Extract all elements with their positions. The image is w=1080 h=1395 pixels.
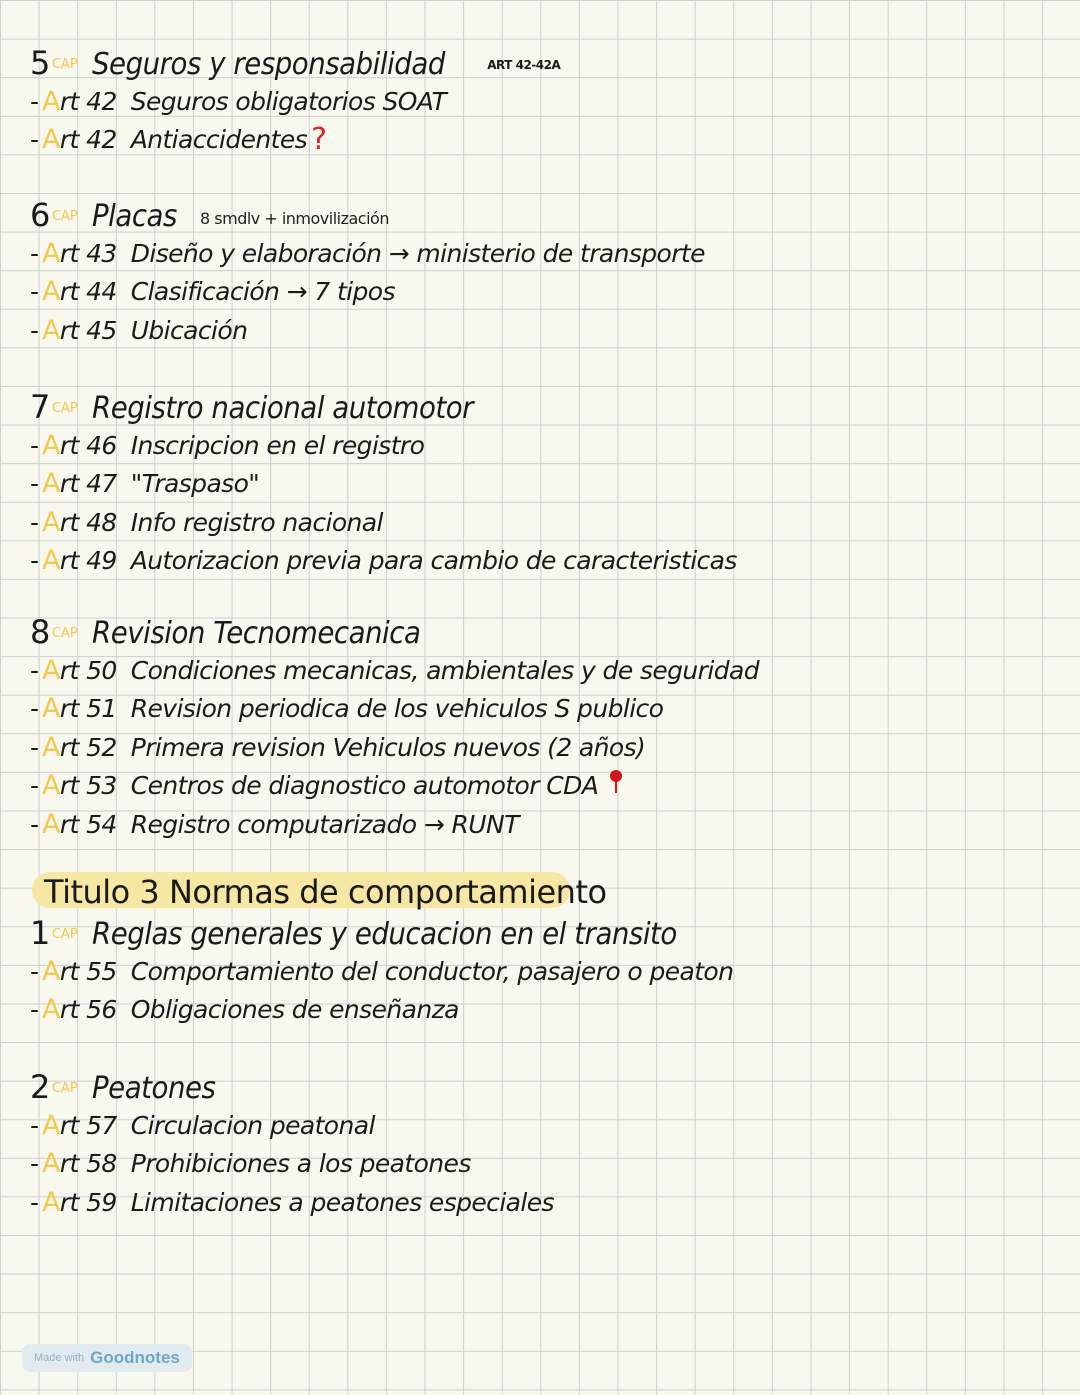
art-initial: A [42, 85, 60, 117]
chapter-number: 7 [30, 388, 50, 426]
art-initial: A [42, 276, 60, 308]
list-item: - Art 47 "Traspaso" [30, 468, 260, 500]
cap-label: CAP [51, 209, 78, 224]
chapter-5 [30, 38, 1050, 159]
article-text: Comportamiento del conductor, pasajero o peaton [130, 956, 734, 986]
art-initial: A [42, 654, 60, 686]
article-text: Diseño y elaboración → ministerio de transporte [130, 238, 705, 268]
chapter-heading [30, 382, 1050, 426]
list-item: - Art 59 Limitaciones a peatones especiales [30, 1186, 554, 1218]
chapter-7 [30, 382, 1050, 580]
article-text: Antiaccidentes [130, 125, 308, 155]
article-text: Condiciones mecanicas, ambientales y de seguridad [130, 655, 759, 685]
art-initial: A [42, 237, 60, 269]
article-text: Obligaciones de enseñanza [130, 995, 459, 1025]
article-number: Art 49 [42, 545, 117, 577]
chapter-heading [30, 908, 1050, 952]
article-number: Art 43 [42, 237, 117, 269]
list-item: - Art 46 Inscripcion en el registro [30, 429, 425, 461]
cap-label: CAP [51, 401, 78, 416]
chapter-heading [30, 607, 1050, 651]
cap-label: CAP [51, 1081, 78, 1096]
fine-note: 8 smdlv + inmovilización [200, 209, 389, 228]
article-text: Circulacion peatonal [130, 1110, 375, 1140]
art-initial: A [42, 314, 60, 346]
list-item: - Art 56 Obligaciones de enseñanza [30, 994, 459, 1026]
art-initial: A [42, 808, 60, 840]
art-initial: A [42, 1109, 60, 1141]
chapter-number: 5 [30, 44, 50, 82]
article-text: Ubicación [130, 315, 248, 345]
chapter-title: Placas [91, 199, 177, 234]
cap-label: CAP [51, 626, 78, 641]
art-initial: A [42, 994, 60, 1026]
article-number: Art 58 [42, 1148, 117, 1180]
article-number: Art 50 [42, 654, 117, 686]
article-list [30, 1106, 1050, 1222]
list-item: - Art 43 Diseño y elaboración → ministerio de transporte [30, 237, 705, 269]
art-initial: A [42, 770, 60, 802]
chapter-number: 2 [30, 1068, 50, 1106]
list-item: - Art 57 Circulacion peatonal [30, 1109, 375, 1141]
article-text: Inscripcion en el registro [130, 430, 425, 460]
art-initial: A [42, 1148, 60, 1180]
article-list [30, 426, 1050, 580]
article-number: Art 52 [42, 731, 117, 763]
article-number: Art 45 [42, 314, 117, 346]
list-item: - Art 55 Comportamiento del conductor, pasajero o peaton [30, 955, 734, 987]
chapter-title: Seguros y responsabilidad [91, 47, 445, 82]
list-item: - Art 48 Info registro nacional [30, 506, 383, 538]
list-item: - Art 50 Condiciones mecanicas, ambientales y de seguridad [30, 654, 759, 686]
art-initial: A [42, 955, 60, 987]
article-text: Primera revision Vehiculos nuevos (2 años) [130, 732, 646, 762]
goodnotes-badge[interactable] [22, 1344, 192, 1372]
article-number: Art 48 [42, 506, 117, 538]
list-item: - Art 51 Revision periodica de los vehiculos S publico [30, 693, 664, 725]
article-text: Seguros obligatorios SOAT [130, 86, 447, 116]
list-item: - Art 42 Antiaccidentes ? [30, 122, 327, 158]
chapter-number: 8 [30, 613, 50, 651]
art-initial: A [42, 731, 60, 763]
chapter-number: 6 [30, 196, 50, 234]
article-number: Art 55 [42, 955, 117, 987]
article-text: Limitaciones a peatones especiales [130, 1187, 554, 1217]
article-list [30, 234, 1050, 350]
article-list [30, 651, 1050, 844]
article-number: Art 44 [42, 276, 117, 308]
art-initial: A [42, 693, 60, 725]
art-initial: A [42, 429, 60, 461]
article-text: Revision periodica de los vehiculos S publico [130, 694, 664, 724]
chapter-heading [30, 190, 1050, 234]
article-number: Art 56 [42, 994, 117, 1026]
article-text: Info registro nacional [130, 507, 383, 537]
chapter-heading [30, 38, 1050, 82]
goodnotes-logo: Goodnotes [90, 1348, 180, 1367]
title-3-heading: Titulo 3 Normas de comportamiento [44, 873, 607, 911]
article-number: Art 42 [42, 85, 117, 117]
list-item: - Art 45 Ubicación [30, 314, 248, 346]
pin-icon [610, 770, 622, 782]
chapter-title: Revision Tecnomecanica [91, 616, 421, 651]
chapter-6 [30, 190, 1050, 350]
article-text: Clasificación → 7 tipos [130, 277, 395, 307]
list-item: - Art 53 Centros de diagnostico automotor CDA [30, 767, 1050, 806]
t3-chapter-1 [30, 908, 1050, 1029]
article-text: Registro computarizado → RUNT [130, 809, 519, 839]
art-initial: A [42, 468, 60, 500]
art-initial: A [42, 545, 60, 577]
made-with-label: Made with [34, 1352, 85, 1364]
list-item: - Art 42 Seguros obligatorios SOAT [30, 85, 447, 117]
article-text: Prohibiciones a los peatones [130, 1149, 471, 1179]
article-number: Art 54 [42, 808, 117, 840]
list-item: - Art 58 Prohibiciones a los peatones [30, 1148, 471, 1180]
chapter-title: Peatones [91, 1071, 216, 1106]
article-number: Art 46 [42, 429, 117, 461]
chapter-heading [30, 1062, 1050, 1106]
article-number: Art 47 [42, 468, 117, 500]
article-number: Art 53 [42, 770, 117, 802]
t3-chapter-2 [30, 1062, 1050, 1222]
art-initial: A [42, 506, 60, 538]
chapter-8 [30, 607, 1050, 844]
article-text: Centros de diagnostico automotor CDA [130, 771, 599, 801]
chapter-title: Reglas generales y educacion en el transito [91, 917, 677, 952]
list-item: - Art 44 Clasificación → 7 tipos [30, 276, 395, 308]
list-item: - Art 54 Registro computarizado → RUNT [30, 808, 519, 840]
list-item: - Art 52 Primera revision Vehiculos nuevos (2 años) [30, 731, 646, 763]
article-list [30, 952, 1050, 1029]
article-number: Art 51 [42, 693, 117, 725]
cap-label: CAP [51, 57, 78, 72]
chapter-title: Registro nacional automotor [91, 391, 473, 426]
list-item: - Art 49 Autorizacion previa para cambio de caracteristicas [30, 545, 737, 577]
article-number: Art 42 [42, 124, 117, 156]
article-text: "Traspaso" [130, 469, 260, 499]
art-initial: A [42, 1186, 60, 1218]
article-text: Autorizacion previa para cambio de caracteristicas [130, 546, 737, 576]
article-list [30, 82, 1050, 159]
article-number: Art 57 [42, 1109, 117, 1141]
art-initial: A [42, 124, 60, 156]
cap-label: CAP [51, 927, 78, 942]
chapter-number: 1 [30, 914, 50, 952]
article-range: ART 42-42A [487, 58, 561, 72]
article-number: Art 59 [42, 1186, 117, 1218]
question-mark-icon: ? [311, 122, 327, 158]
